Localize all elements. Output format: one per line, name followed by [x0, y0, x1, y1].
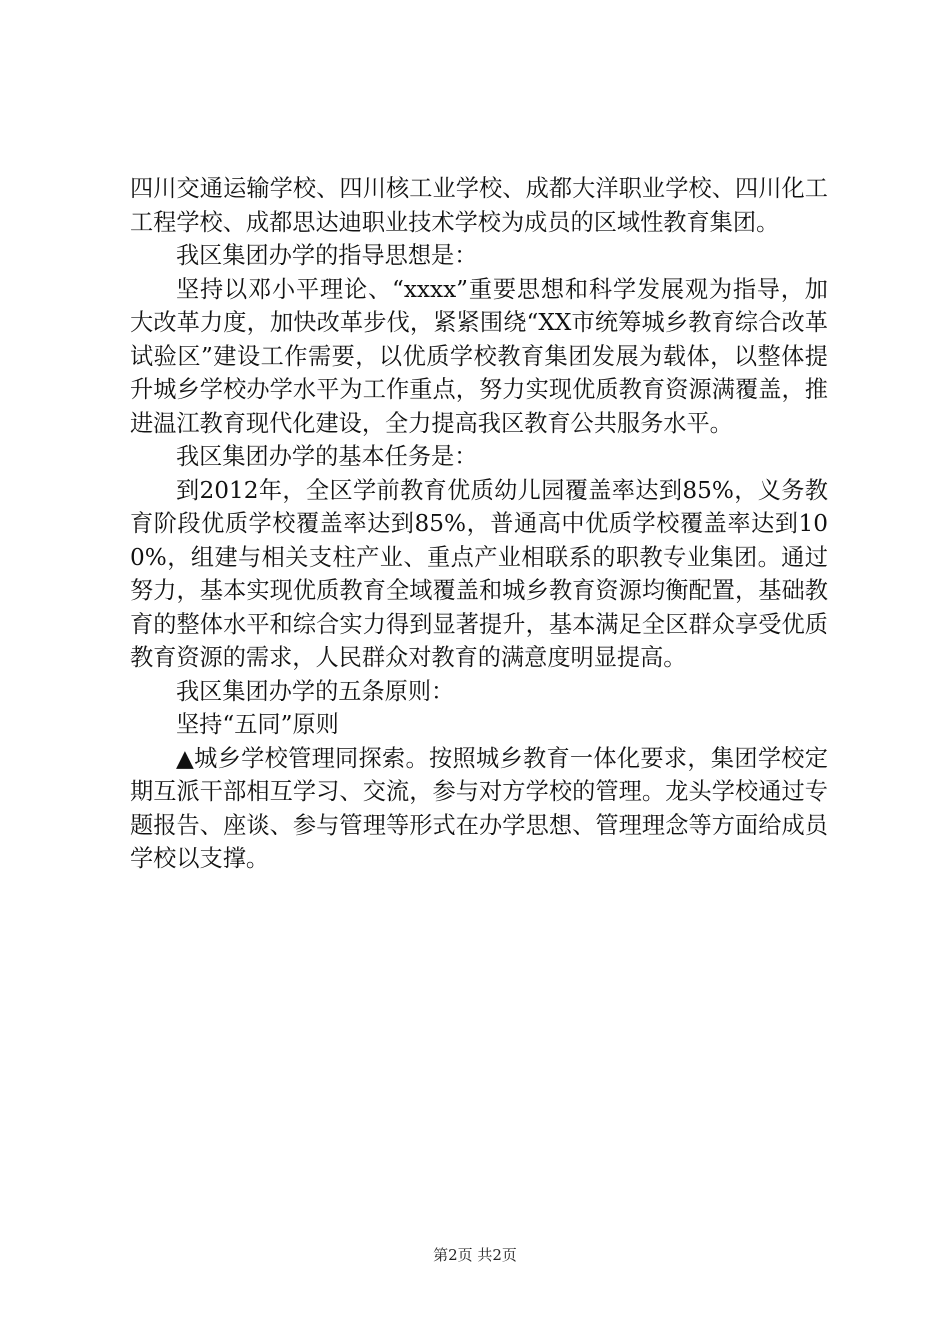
- document-body: [130, 172, 828, 876]
- paragraph-1: 四川交通运输学校、四川核工业学校、成都大洋职业学校、四川化工工程学校、成都思达迪职业技术学校为成员的区域性教育集团。: [130, 175, 828, 236]
- paragraph-4: 我区集团办学的基本任务是：: [176, 443, 478, 470]
- paragraph-5: 到2012年，全区学前教育优质幼儿园覆盖率达到85%，义务教育阶段优质学校覆盖率达到85%，普通高中优质学校覆盖率达到100%，组建与相关支柱产业、重点产业相联系的职教专业集团。通过努力，基本实现优质教育全域覆盖和城乡教育资源均衡配置，基础教育的整体水平和综合实力得到显著提升，基本满足全区群众享受优质教育资源的需求，人民群众对教育的满意度明显提高。: [130, 476, 828, 671]
- paragraph-2: 我区集团办学的指导思想是：: [176, 242, 478, 269]
- paragraph-3: 坚持以邓小平理论、“xxxx”重要思想和科学发展观为指导，加大改革力度，加快改革步伐，紧紧围绕“XX市统筹城乡教育综合改革试验区”建设工作需要，以优质学校教育集团发展为载体，以整体提升城乡学校办学水平为工作重点，努力实现优质教育资源满覆盖，推进温江教育现代化建设，全力提高我区教育公共服务水平。: [130, 275, 828, 437]
- paragraph-6: 我区集团办学的五条原则：: [176, 677, 455, 705]
- paragraph-8: ▲城乡学校管理同探索。按照城乡教育一体化要求，集团学校定期互派干部相互学习、交流，参与对方学校的管理。龙头学校通过专题报告、座谈、参与管理等形式在办学思想、管理理念等方面给成员学校以支撑。: [130, 744, 828, 872]
- paragraph-7: 坚持“五同”原则: [176, 711, 339, 738]
- page-footer: 第2页 共2页: [433, 1246, 517, 1264]
